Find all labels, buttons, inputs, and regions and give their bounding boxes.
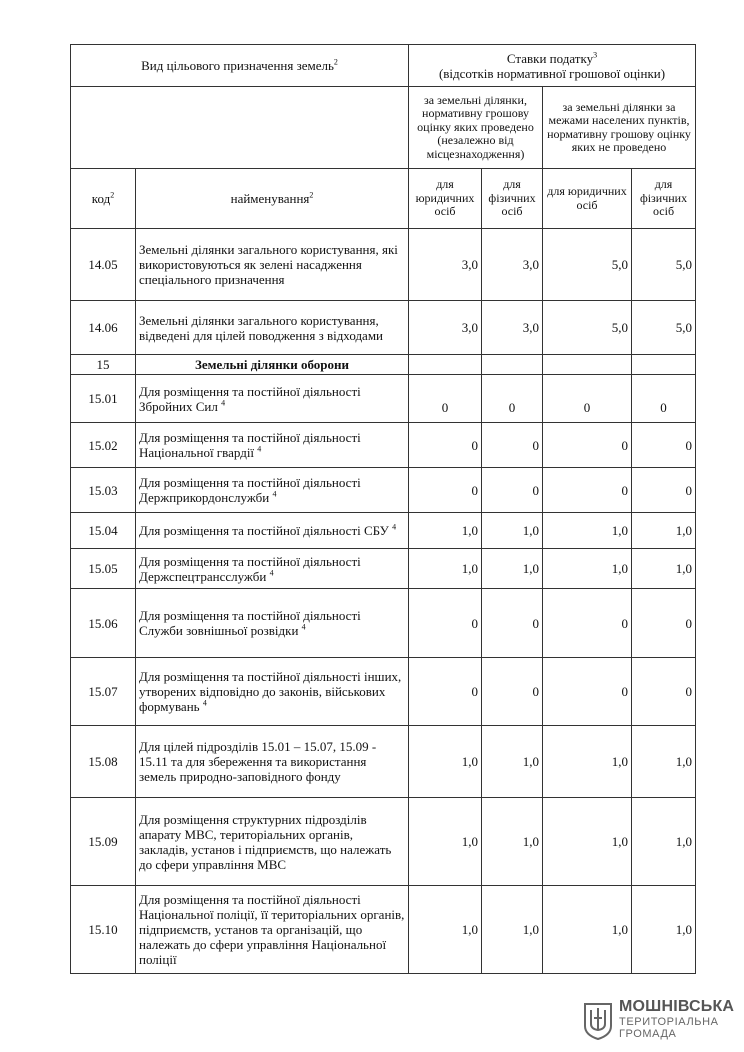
rate-individual-within: 3,0: [482, 229, 543, 301]
table-row: [71, 301, 696, 355]
rate-legal-outside: 1,0: [543, 549, 632, 589]
rate-individual-outside: 1,0: [632, 549, 696, 589]
rate-individual-within: 0: [482, 468, 543, 513]
individuals-header-1: для фізичних осіб: [482, 169, 543, 229]
table-row: [71, 549, 696, 589]
trident-emblem-icon: [583, 1002, 613, 1040]
row-code: 15.04: [71, 513, 136, 549]
rate-individual-within: 0: [482, 375, 543, 423]
code-column-header: код$^2$: [71, 169, 136, 229]
rate-legal-outside: 0: [543, 589, 632, 658]
table-row: [71, 886, 696, 974]
rate-legal-outside: 0: [543, 658, 632, 726]
rate-legal-outside: 1,0: [543, 798, 632, 886]
rate-individual-outside: 5,0: [632, 301, 696, 355]
rate-individual-outside: 0: [632, 468, 696, 513]
row-code: 15.05: [71, 549, 136, 589]
legal-entities-header-1: для юридичних осіб: [409, 169, 482, 229]
rate-individual-within: 1,0: [482, 886, 543, 974]
rate-legal-outside: 5,0: [543, 229, 632, 301]
row-code: 14.06: [71, 301, 136, 355]
land-tax-rates-table: [70, 44, 696, 974]
rate-legal-within: 0: [409, 468, 482, 513]
row-code: 15.09: [71, 798, 136, 886]
rate-individual-within: 0: [482, 423, 543, 468]
rate-individual-outside: 1,0: [632, 513, 696, 549]
row-name: Для цілей підрозділів 15.01 – 15.07, 15.09 - 15.11 та для збереження та використання земель природно-заповідного фонду: [136, 726, 409, 798]
rate-individual-outside: 0: [632, 658, 696, 726]
table-row: [71, 229, 696, 301]
rate-individual-outside: [632, 355, 696, 375]
rate-legal-within: 1,0: [409, 798, 482, 886]
rate-individual-within: 1,0: [482, 549, 543, 589]
table-row: [71, 375, 696, 423]
rate-individual-within: 0: [482, 589, 543, 658]
rate-legal-outside: 1,0: [543, 726, 632, 798]
rate-individual-outside: 0: [632, 375, 696, 423]
row-name: Для розміщення та постійної діяльності інших, утворених відповідно до законів, військових формувань $^4$: [136, 658, 409, 726]
rate-legal-within: 3,0: [409, 229, 482, 301]
table-row: [71, 726, 696, 798]
rate-individual-within: [482, 355, 543, 375]
row-name: Земельні ділянки загального користування, відведені для цілей поводження з відходами: [136, 301, 409, 355]
row-name: Для розміщення та постійної діяльності Держспецтрансслужби $^4$: [136, 549, 409, 589]
rate-legal-outside: 5,0: [543, 301, 632, 355]
row-code: 15.06: [71, 589, 136, 658]
rate-individual-within: 0: [482, 658, 543, 726]
row-name: Для розміщення та постійної діяльності Національної гвардії $^4$: [136, 423, 409, 468]
logo-line-3: ГРОМАДА: [619, 1028, 677, 1040]
row-code: 15.03: [71, 468, 136, 513]
header-row-sub: [71, 87, 696, 169]
rate-legal-outside: 0: [543, 375, 632, 423]
row-name: Для розміщення та постійної діяльності Держприкордонслужби $^4$: [136, 468, 409, 513]
rate-individual-outside: 1,0: [632, 798, 696, 886]
outside-settlements-header: за земельні ділянки за межами населених пунктів, нормативну грошову оцінку яких не проведено: [543, 87, 696, 169]
legal-entities-header-2: для юридичних осіб: [543, 169, 632, 229]
row-code: 15.07: [71, 658, 136, 726]
rate-legal-within: [409, 355, 482, 375]
row-name: Для розміщення та постійної діяльності СБУ $^4$: [136, 513, 409, 549]
rate-legal-within: 1,0: [409, 726, 482, 798]
table-row: [71, 658, 696, 726]
table-row: [71, 468, 696, 513]
rate-legal-within: 0: [409, 375, 482, 423]
rate-individual-within: 1,0: [482, 798, 543, 886]
rate-individual-within: 1,0: [482, 726, 543, 798]
rate-legal-outside: [543, 355, 632, 375]
tax-rates-header: Ставки податку$^3$ (відсотків нормативної грошової оцінки): [409, 45, 696, 87]
row-code: 15.08: [71, 726, 136, 798]
table-row: [71, 589, 696, 658]
logo-line-1: МОШНІВСЬКА: [619, 998, 735, 1015]
logo-line-2: ТЕРИТОРІАЛЬНА: [619, 1016, 719, 1028]
row-code: 15.02: [71, 423, 136, 468]
row-name: Для розміщення та постійної діяльності Національної поліції, її територіальних органів, підприємств, установ та організацій, що належать до сфери управління Національної поліції: [136, 886, 409, 974]
row-code: 15: [71, 355, 136, 375]
table-row: [71, 798, 696, 886]
rate-individual-within: 1,0: [482, 513, 543, 549]
row-name: Земельні ділянки загального користування, які використовуються як зелені насадження спеціального призначення: [136, 229, 409, 301]
community-logo: [583, 998, 735, 1040]
land-purpose-header: Вид цільового призначення земель$^2$: [71, 45, 409, 87]
rate-legal-within: 0: [409, 423, 482, 468]
name-column-header: найменування$^2$: [136, 169, 409, 229]
rate-individual-outside: 1,0: [632, 726, 696, 798]
row-code: 15.01: [71, 375, 136, 423]
table-row: [71, 513, 696, 549]
rate-legal-within: 0: [409, 589, 482, 658]
within-settlements-header: за земельні ділянки, нормативну грошову оцінку яких проведено (незалежно від місцезнаходження): [409, 87, 543, 169]
row-code: 15.10: [71, 886, 136, 974]
row-name: Для розміщення структурних підрозділів апарату МВС, територіальних органів, закладів, установ і підприємств, що належать до сфери управління МВС: [136, 798, 409, 886]
rate-legal-outside: 1,0: [543, 513, 632, 549]
rate-legal-outside: 0: [543, 423, 632, 468]
rate-legal-within: 1,0: [409, 513, 482, 549]
rate-individual-outside: 1,0: [632, 886, 696, 974]
rate-individual-outside: 0: [632, 423, 696, 468]
section-title: Земельні ділянки оборони: [136, 355, 409, 375]
rate-legal-outside: 1,0: [543, 886, 632, 974]
rate-individual-within: 3,0: [482, 301, 543, 355]
rate-legal-within: 3,0: [409, 301, 482, 355]
header-row-columns: [71, 169, 696, 229]
rate-legal-within: 0: [409, 658, 482, 726]
individuals-header-2: для фізичних осіб: [632, 169, 696, 229]
rate-legal-within: 1,0: [409, 549, 482, 589]
rate-individual-outside: 0: [632, 589, 696, 658]
rate-individual-outside: 5,0: [632, 229, 696, 301]
rate-legal-outside: 0: [543, 468, 632, 513]
section-row: [71, 355, 696, 375]
row-code: 14.05: [71, 229, 136, 301]
header-row-main: [71, 45, 696, 87]
table-row: [71, 423, 696, 468]
row-name: Для розміщення та постійної діяльності Збройних Сил $^4$: [136, 375, 409, 423]
row-name: Для розміщення та постійної діяльності Служби зовнішньої розвідки $^4$: [136, 589, 409, 658]
header-blank-cell: [71, 87, 409, 169]
rate-legal-within: 1,0: [409, 886, 482, 974]
